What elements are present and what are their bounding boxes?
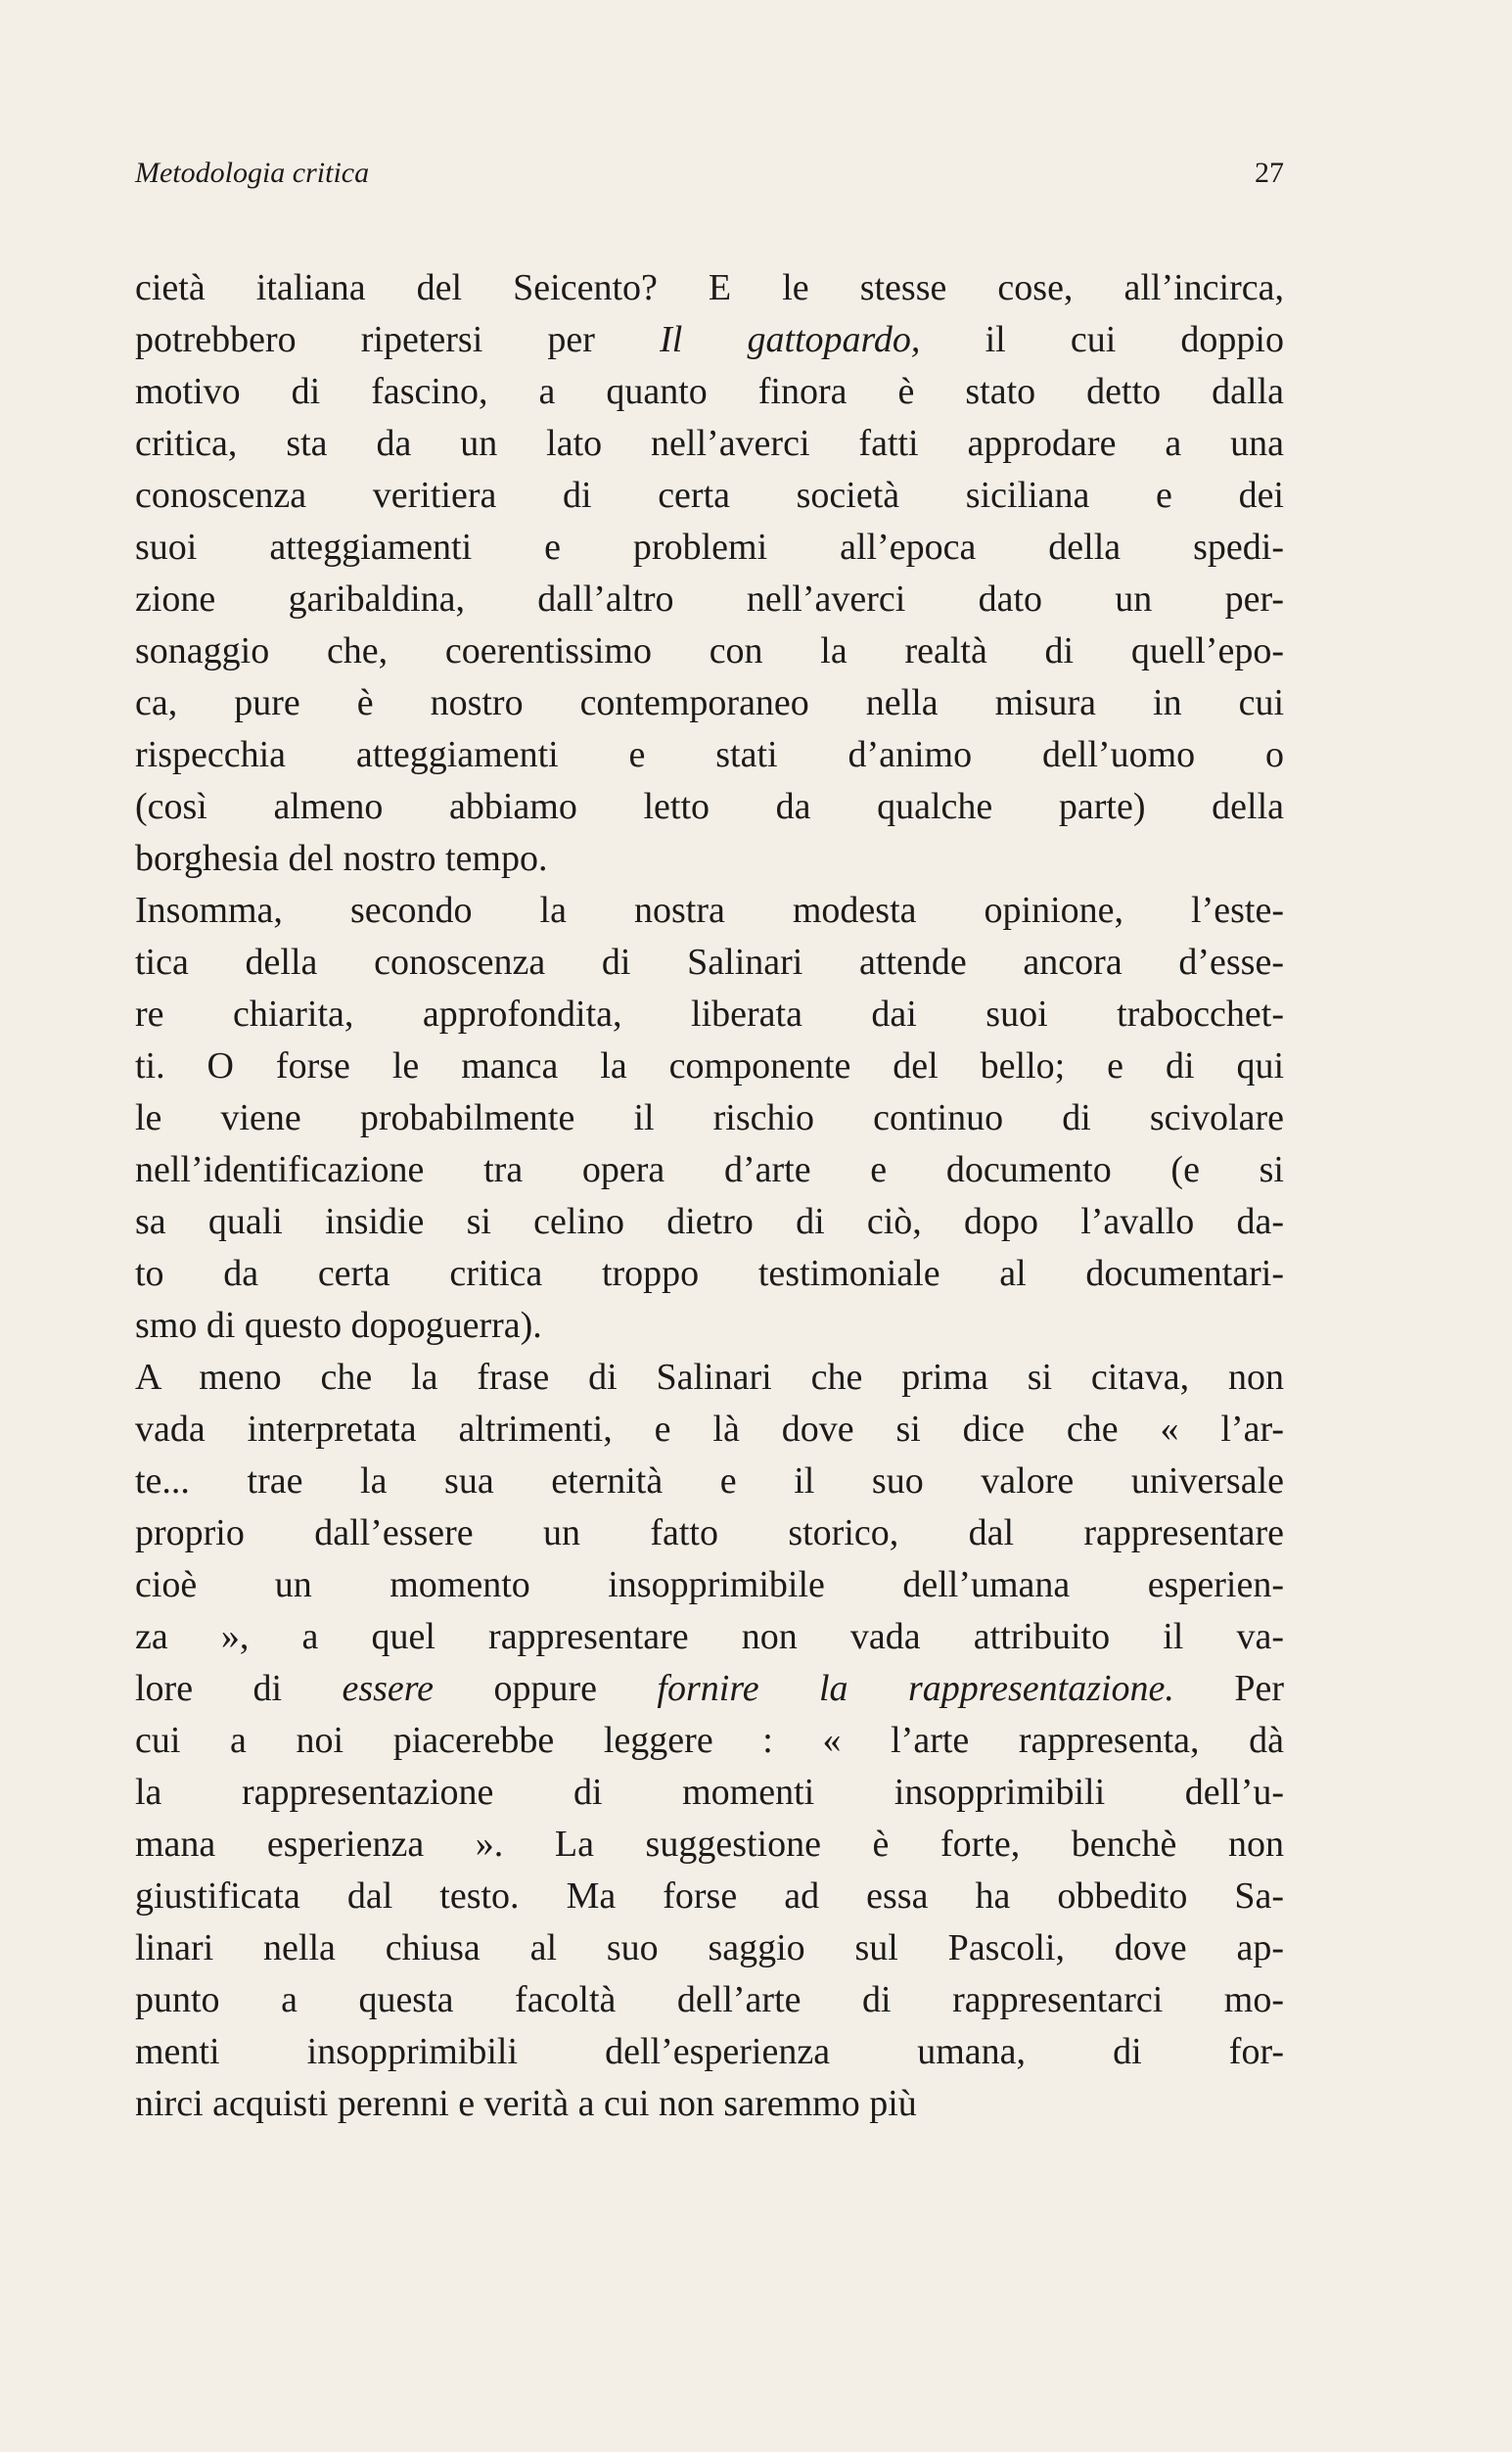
text-segment: le viene probabilmente il rischio continuo di scivolare [135, 1097, 1284, 1138]
text-segment: potrebbero ripetersi per [135, 319, 661, 360]
text-line [135, 625, 1284, 677]
running-head [135, 157, 1284, 200]
text-segment: la rappresentazione di momenti insopprimibili dell’u- [135, 1772, 1284, 1813]
text-segment: giustificata dal testo. Ma forse ad essa ha obbedito Sa- [135, 1875, 1284, 1917]
text-segment: tica della conoscenza di Salinari attende ancora d’esse- [135, 942, 1284, 983]
text-line [135, 1922, 1284, 1974]
text-segment: lore di [135, 1668, 343, 1709]
text-line [135, 1456, 1284, 1507]
text-segment: motivo di fascino, a quanto finora è stato detto dalla [135, 371, 1284, 412]
text-line [135, 366, 1284, 418]
text-segment: borghesia del nostro tempo. [135, 838, 548, 879]
text-segment: cioè un momento insopprimibile dell’umana esperien- [135, 1564, 1284, 1605]
italic-text-segment: essere [342, 1668, 435, 1709]
text-line [135, 937, 1284, 989]
text-segment: il cui doppio [920, 319, 1284, 360]
text-line [135, 1196, 1284, 1248]
text-segment: sa quali insidie si celino dietro di ciò, dopo l’avallo da- [135, 1201, 1284, 1242]
text-line [135, 574, 1284, 625]
text-line [135, 1041, 1284, 1092]
text-segment: te... trae la sua eternità e il suo valore universale [135, 1460, 1284, 1502]
text-segment: smo di questo dopoguerra). [135, 1305, 542, 1346]
text-line [135, 781, 1284, 833]
text-line [135, 1092, 1284, 1144]
italic-text-segment: Il gattopardo, [660, 319, 921, 360]
text-line [135, 677, 1284, 729]
running-title: Metodologia critica [135, 157, 370, 189]
text-segment: oppure [434, 1668, 658, 1709]
text-segment: nell’identificazione tra opera d’arte e documento (e si [135, 1149, 1284, 1190]
text-segment: sonaggio che, coerentissimo con la realtà di quell’epo- [135, 630, 1284, 671]
text-line [135, 2026, 1284, 2078]
text-line [135, 833, 1284, 885]
text-line [135, 1767, 1284, 1819]
text-line [135, 1974, 1284, 2026]
text-line [135, 314, 1284, 366]
text-line [135, 1507, 1284, 1559]
text-segment: critica, sta da un lato nell’averci fatti approdare a una [135, 423, 1284, 464]
text-line [135, 1819, 1284, 1871]
text-segment: suoi atteggiamenti e problemi all’epoca della spedi- [135, 527, 1284, 568]
text-line [135, 1300, 1284, 1352]
text-line [135, 1611, 1284, 1663]
text-segment: Per [1173, 1668, 1285, 1709]
text-line [135, 1352, 1284, 1404]
page-number: 27 [1255, 157, 1284, 189]
text-line [135, 418, 1284, 470]
text-line [135, 1663, 1284, 1715]
text-segment: zione garibaldina, dall’altro nell’averci dato un per- [135, 578, 1284, 620]
text-segment: to da certa critica troppo testimoniale al documentari- [135, 1253, 1284, 1294]
text-segment: za », a quel rappresentare non vada attribuito il va- [135, 1616, 1284, 1657]
text-line [135, 885, 1284, 937]
text-segment: menti insopprimibili dell’esperienza umana, di for- [135, 2031, 1284, 2072]
text-line [135, 1871, 1284, 1922]
text-segment: ca, pure è nostro contemporaneo nella misura in cui [135, 682, 1284, 723]
body-text [135, 262, 1284, 2130]
text-line [135, 989, 1284, 1041]
text-line [135, 1715, 1284, 1767]
text-segment: proprio dall’essere un fatto storico, dal rappresentare [135, 1512, 1284, 1553]
text-segment: punto a questa facoltà dell’arte di rappresentarci mo- [135, 1979, 1284, 2020]
text-line [135, 1248, 1284, 1300]
text-segment: cietà italiana del Seicento? E le stesse cose, all’incirca, [135, 267, 1284, 308]
text-segment: cui a noi piacerebbe leggere : « l’arte rappresenta, dà [135, 1720, 1284, 1761]
text-line [135, 1559, 1284, 1611]
text-segment: mana esperienza ». La suggestione è forte, benchè non [135, 1824, 1284, 1865]
text-segment: linari nella chiusa al suo saggio sul Pascoli, dove ap- [135, 1927, 1284, 1968]
text-segment: nirci acquisti perenni e verità a cui non saremmo più [135, 2083, 917, 2124]
text-line [135, 522, 1284, 574]
text-line [135, 1404, 1284, 1456]
text-segment: ti. O forse le manca la componente del bello; e di qui [135, 1045, 1284, 1087]
text-line [135, 2078, 1284, 2130]
text-line [135, 729, 1284, 781]
text-segment: vada interpretata altrimenti, e là dove si dice che « l’ar- [135, 1409, 1284, 1450]
text-segment: Insomma, secondo la nostra modesta opinione, l’este- [135, 890, 1284, 931]
text-segment: (così almeno abbiamo letto da qualche parte) della [135, 786, 1284, 827]
text-segment: conoscenza veritiera di certa società siciliana e dei [135, 475, 1284, 516]
text-line [135, 1144, 1284, 1196]
text-segment: re chiarita, approfondita, liberata dai suoi trabocchet- [135, 994, 1284, 1035]
text-line [135, 262, 1284, 314]
text-line [135, 470, 1284, 522]
text-segment: A meno che la frase di Salinari che prima si citava, non [135, 1357, 1284, 1398]
italic-text-segment: fornire la rappresentazione. [657, 1668, 1174, 1709]
text-segment: rispecchia atteggiamenti e stati d’animo dell’uomo o [135, 734, 1284, 775]
